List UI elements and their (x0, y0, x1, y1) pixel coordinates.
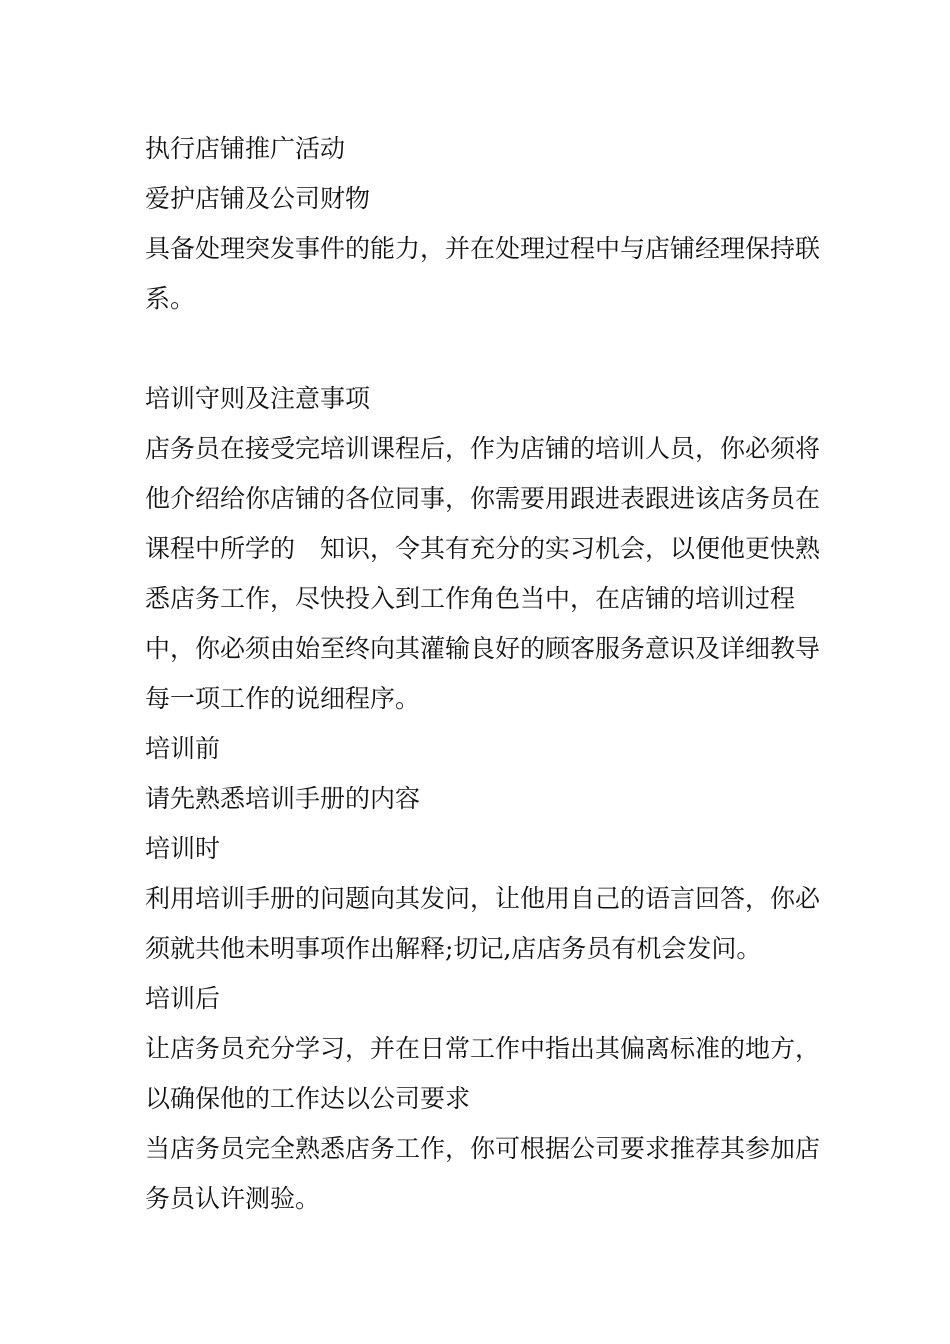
paragraph-spacer (145, 324, 825, 374)
section-heading-training-rules: 培训守则及注意事项 (145, 384, 371, 413)
paragraph-emergency: 具备处理突发事件的能力，并在处理过程中与店铺经理保持联系。 (145, 234, 821, 313)
document-body (145, 124, 825, 1224)
paragraph-after-training: 让店务员充分学习，并在日常工作中指出其偏离标准的地方，以确保他的工作达以公司要求 (145, 1034, 821, 1113)
section-heading-before-training: 培训前 (145, 734, 221, 763)
paragraph-certification: 当店务员完全熟悉店务工作，你可根据公司要求推荐其参加店务员认许测验。 (145, 1134, 821, 1213)
paragraph-protect-property: 爱护店铺及公司财物 (145, 184, 371, 213)
section-heading-after-training: 培训后 (145, 984, 221, 1013)
paragraph-during-training: 利用培训手册的问题向其发问，让他用自己的语言回答，你必须就共他未明事项作出解释;切记,店店务员有机会发问。 (145, 884, 821, 963)
paragraph-before-training: 请先熟悉培训手册的内容 (145, 784, 421, 813)
paragraph-promotion: 执行店铺推广活动 (145, 134, 346, 163)
section-heading-during-training: 培训时 (145, 834, 221, 863)
paragraph-training-intro: 店务员在接受完培训课程后，作为店铺的培训人员，你必须将他介绍给你店铺的各位同事，你需要用跟进表跟进该店务员在课程中所学的 知识，令其有充分的实习机会，以便他更快熟悉店务工作，尽快投入到工作角色当中，在店铺的培训过程中，你必须由始至终向其灌输良好的顾客服务意识及详细教导每一项工作的说细程序。 (145, 434, 821, 713)
